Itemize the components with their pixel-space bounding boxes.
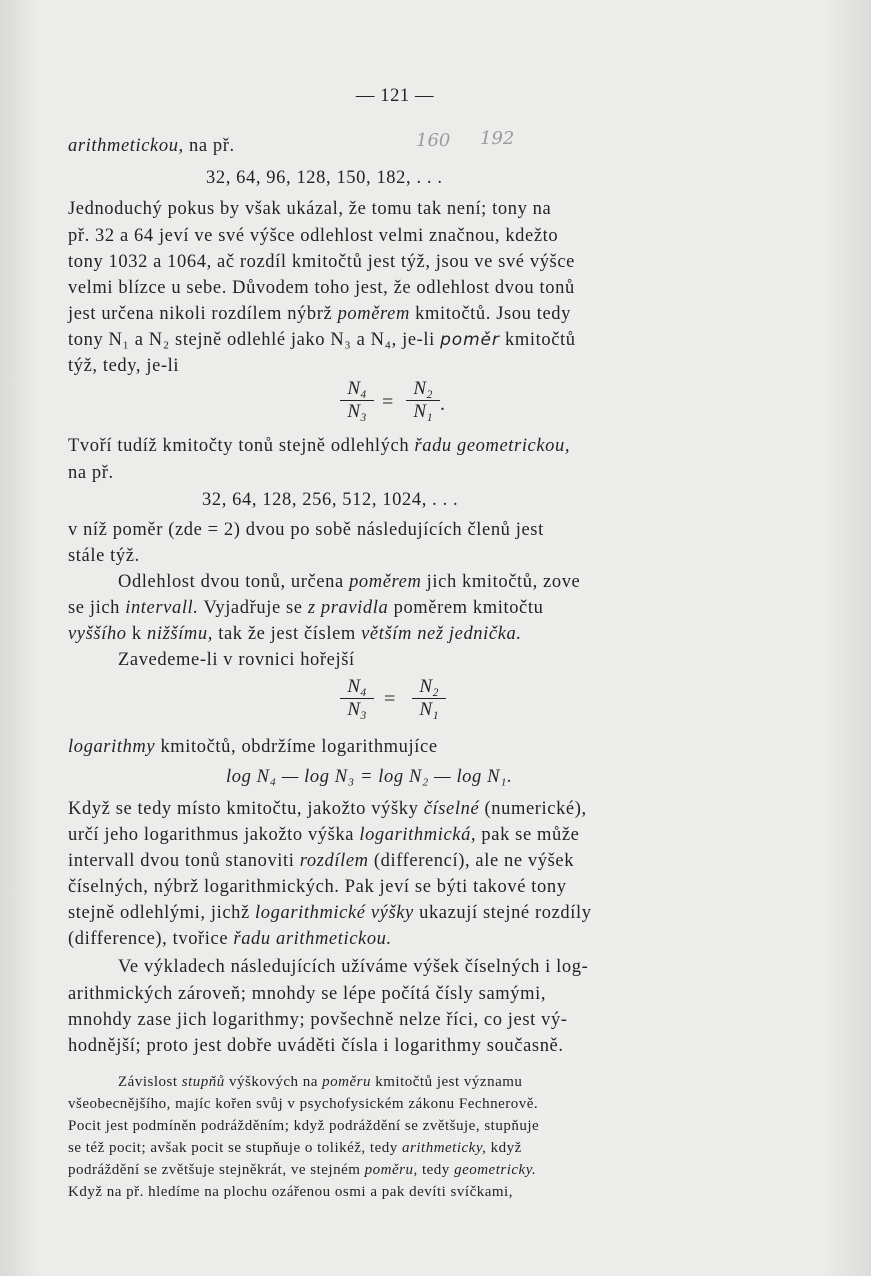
footnote-line: Závislost stupňů výškových na poměru kmitočtů jest významu bbox=[118, 1074, 523, 1090]
text-line: Zavedeme-li v rovnici hořejší bbox=[118, 650, 355, 670]
text-line: se jich intervall. Vyjadřuje se z pravidla poměrem kmitočtu bbox=[68, 598, 544, 618]
log-equation: log N₄ — log N₃ = log N₂ — log N₁. bbox=[226, 767, 513, 787]
text-line: vyššího k nižšímu, tak že jest číslem větším než jednička. bbox=[68, 624, 522, 644]
text-line: týž, tedy, je-li bbox=[68, 356, 180, 376]
text-line: číselných, nýbrž logarithmických. Pak jeví se býti takové tony bbox=[68, 877, 567, 897]
equals-sign: = bbox=[382, 391, 394, 413]
text-line: intervall dvou tonů stanoviti rozdílem (differencí), ale ne výšek bbox=[68, 851, 575, 871]
text-line: tony N₁ a N₂ stejně odlehlé jako N₃ a N₄, je-li poměr kmitočtů bbox=[68, 330, 576, 350]
equals-sign: = bbox=[384, 688, 396, 710]
fraction-right: N₂ N₁ bbox=[406, 379, 440, 422]
footnote-line: Pocit jest podmíněn podrážděním; když podráždění se zvětšuje, stupňuje bbox=[68, 1118, 540, 1134]
text-line: př. 32 a 64 jeví ve své výšce odlehlost velmi značnou, kdežto bbox=[68, 226, 559, 246]
footnote-line: všeobecnějšího, majíc kořen svůj v psychofysickém zákonu Fechnerově. bbox=[68, 1096, 539, 1112]
text-line: Když se tedy místo kmitočtu, jakožto výšky číselné (numerické), bbox=[68, 799, 587, 819]
number-sequence-2: 32, 64, 128, 256, 512, 1024, . . . bbox=[202, 490, 459, 510]
footnote-line: se též pocit; avšak pocit se stupňuje o tolikéž, tedy arithmeticky, když bbox=[68, 1140, 522, 1156]
handwritten-note-2: 192 bbox=[480, 128, 515, 149]
text-line: jest určena nikoli rozdílem nýbrž poměrem kmitočtů. Jsou tedy bbox=[68, 304, 571, 324]
period: . bbox=[440, 393, 445, 415]
text-line: arithmeticko​u, na př. bbox=[68, 136, 235, 156]
text-line: v níž poměr (zde = 2) dvou po sobě následujících členů jest bbox=[68, 520, 544, 540]
text-line: Odlehlost dvou tonů, určena poměrem jich kmitočtů, zove bbox=[118, 572, 581, 592]
text-line: Ve výkladech následujících užíváme výšek číselných i log- bbox=[118, 957, 589, 977]
text-line: hodnější; proto jest dobře uváděti čísla i logarithmy současně. bbox=[68, 1036, 564, 1056]
footnote-line: Když na př. hledíme na plochu ozářenou osmi a pak devíti svíčkami, bbox=[68, 1184, 513, 1200]
text-line: stále týž. bbox=[68, 546, 140, 566]
text-line: na př. bbox=[68, 463, 114, 483]
footnote-line: podráždění se zvětšuje stejněkrát, ve stejném poměru, tedy geometricky. bbox=[68, 1162, 537, 1178]
text-line: Tvoří tudíž kmitočty tonů stejně odlehlých řadu geometrickou, bbox=[68, 436, 571, 456]
text-line: určí jeho logarithmus jakožto výška logarithmická, pak se může bbox=[68, 825, 580, 845]
text-line: Jednoduchý pokus by však ukázal, že tomu tak není; tony na bbox=[68, 199, 552, 219]
text-line: tony 1032 a 1064, ač rozdíl kmitočtů jest týž, jsou ve své výšce bbox=[68, 252, 575, 272]
number-sequence-1: 32, 64, 96, 128, 150, 182, . . . bbox=[206, 168, 443, 188]
text-line: velmi blízce u sebe. Důvodem toho jest, že odlehlost dvou tonů bbox=[68, 278, 575, 298]
fraction-left: N₄ N₃ bbox=[340, 379, 374, 422]
fraction-right: N₂ N₁ bbox=[412, 677, 446, 720]
text-line: (difference), tvořice řadu arithmetickou. bbox=[68, 929, 392, 949]
text-line: mnohdy zase jich logarithmy; povšechně nelze říci, co jest vý- bbox=[68, 1010, 568, 1030]
text-line: logarithmy kmitočtů, obdržíme logarithmujíce bbox=[68, 737, 438, 757]
text-line: arithmických zároveň; mnohdy se lépe počítá čísly samými, bbox=[68, 984, 547, 1004]
fraction-left: N₄ N₃ bbox=[340, 677, 374, 720]
page-number: — 121 — bbox=[355, 86, 435, 106]
handwritten-note-1: 160 bbox=[416, 130, 451, 151]
text-line: stejně odlehlými, jichž logarithmické výšky ukazují stejné rozdíly bbox=[68, 903, 592, 923]
